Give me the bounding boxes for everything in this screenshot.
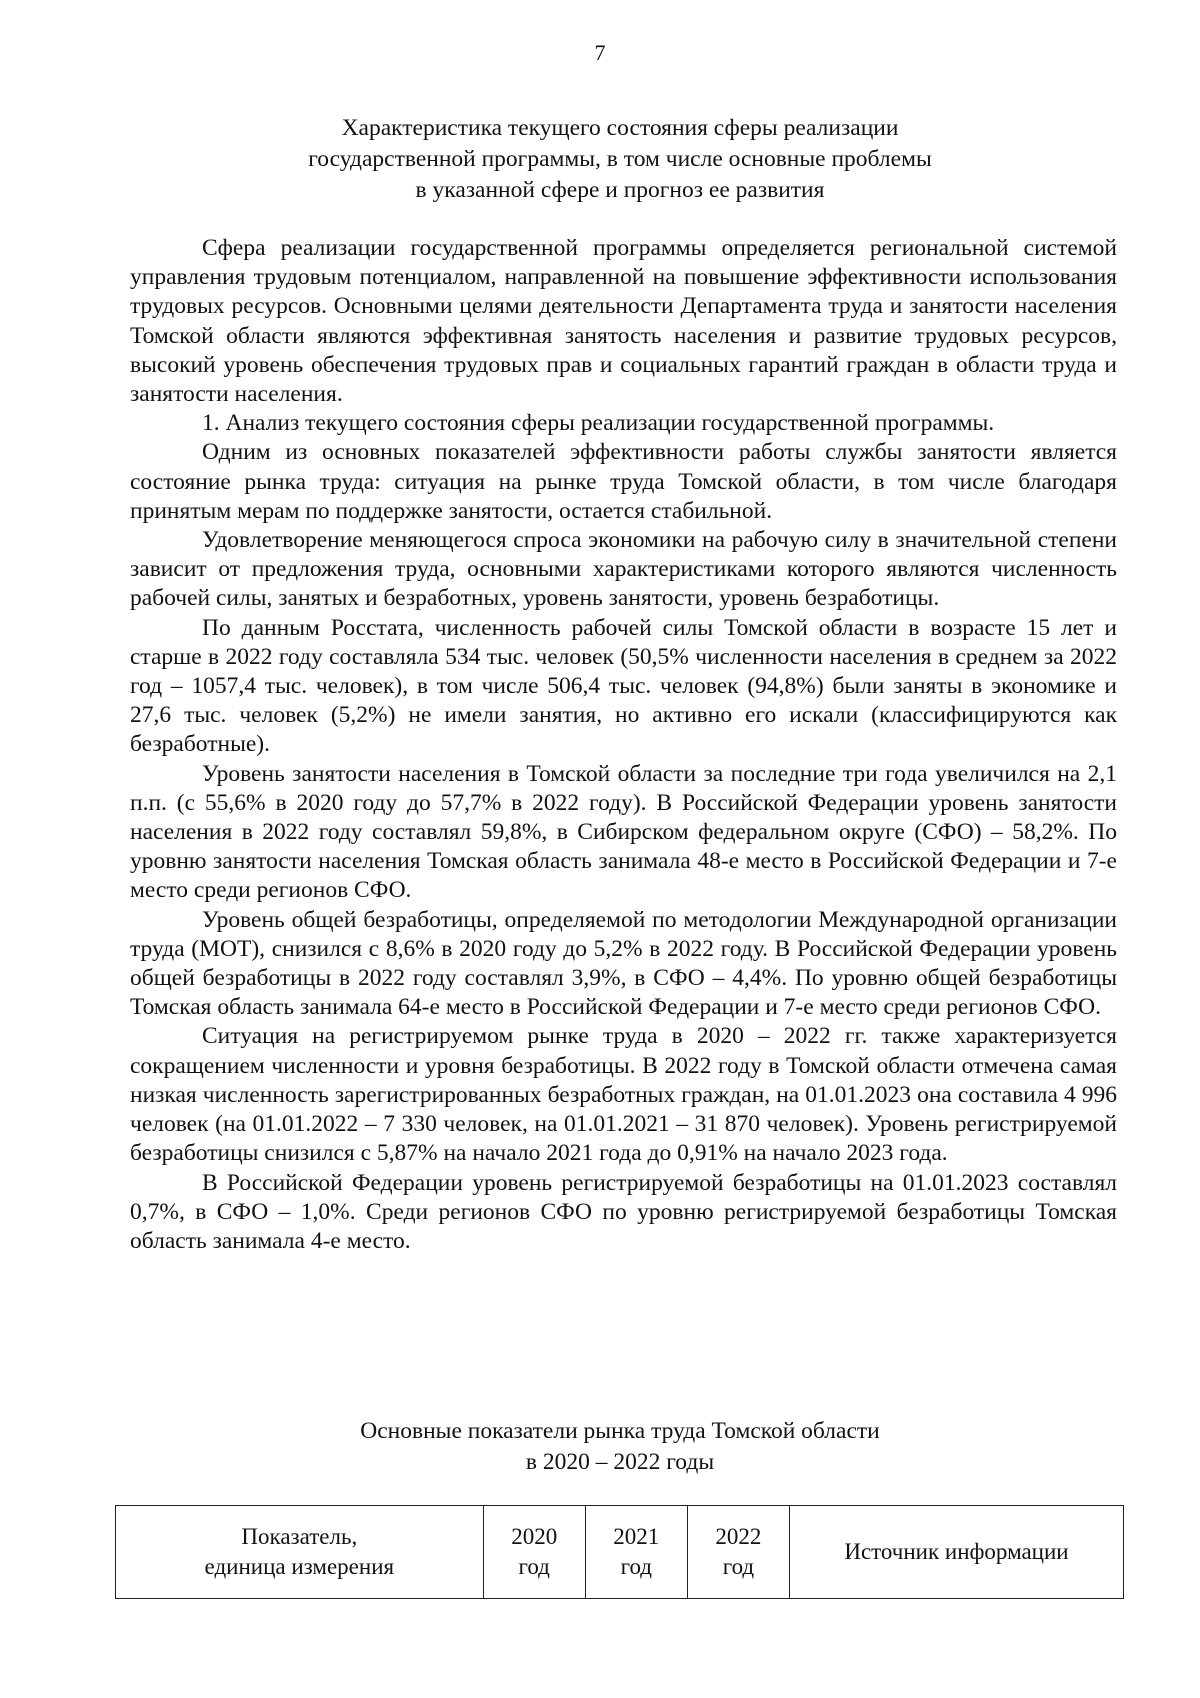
table-header-row [116,1506,1124,1599]
header-year-value: 2021 [613,1524,660,1549]
header-indicator [116,1506,484,1599]
header-year-2020 [483,1506,585,1599]
header-year-value: 2022 [715,1524,762,1549]
paragraph: Сфера реализации государственной программы определяется региональной системой управления трудовым потенциалом, направленной на повышение эффективности использования трудовых ресурсов. Основными целями деятельности Департамента труда и занятости населения Томской области являются эффективная занятость населения и развитие трудовых ресурсов, высокий уровень обеспечения трудовых прав и социальных гарантий граждан в области труда и занятости населения. [130,235,1117,408]
header-year-2021 [585,1506,687,1599]
header-year-unit: год [620,1554,652,1579]
paragraph: Ситуация на регистрируемом рынке труда в 2020 – 2022 гг. также характеризуется сокращением численности и уровня безработицы. В 2022 году в Томской области отмечена самая низкая численность зарегистрированных безработных граждан, на 01.01.2023 она составила 4 996 человек (на 01.01.2022 – 7 330 человек, на 01.01.2021 – 31 870 человек). Уровень регистрируемой безработицы снизился с 5,87% на начало 2021 года до 0,91% на начало 2023 года. [130,1023,1117,1167]
section-heading-line: в указанной сфере и прогноз ее развития [415,177,825,203]
paragraph: 1. Анализ текущего состояния сферы реализации государственной программы. [202,410,995,437]
section-heading [230,113,1010,206]
header-year-value: 2020 [511,1524,558,1549]
header-indicator-line: единица измерения [204,1554,395,1579]
paragraph: По данным Росстата, численность рабочей силы Томской области в возрасте 15 лет и старше в 2022 году составляла 534 тыс. человек (50,5% численности населения в среднем за 2022 год – 1057,4 тыс. человек), в том числе 506,4 тыс. человек (94,8%) были заняты в экономике и 27,6 тыс. человек (5,2%) не имели занятия, но активно его искали (классифицируются как безработные). [130,614,1117,758]
section-heading-line: государственной программы, в том числе основные проблемы [308,146,932,172]
paragraph: В Российской Федерации уровень регистрируемой безработицы на 01.01.2023 составлял 0,7%, в СФО – 1,0%. Среди регионов СФО по уровню регистрируемой безработицы Томская область занимала 4-е место. [130,1169,1117,1254]
header-year-unit: год [518,1554,550,1579]
section-heading-line: Характеристика текущего состояния сферы реализации [341,115,899,141]
header-source: Источник информации [789,1506,1123,1599]
header-year-unit: год [722,1554,755,1579]
labor-market-table [115,1505,1124,1599]
header-year-2022 [687,1506,789,1599]
table-title [230,1416,1010,1478]
page-number: 7 [594,40,606,65]
paragraph: Удовлетворение меняющегося спроса экономики на рабочую силу в значительной степени зависит от предложения труда, основными характеристиками которого являются численность рабочей силы, занятых и безработных, уровень занятости, уровень безработицы. [130,527,1117,612]
paragraph: Уровень занятости населения в Томской области за последние три года увеличился на 2,1 п.п. (с 55,6% в 2020 году до 57,7% в 2022 году). В Российской Федерации уровень занятости населения в 2022 году составлял 59,8%, в Сибирском федеральном округе (СФО) – 58,2%. По уровню занятости населения Томская область занимала 48-е место в Российской Федерации и 7-е место среди регионов СФО. [130,760,1117,904]
table-title-line: Основные показатели рынка труда Томской области [360,1418,880,1444]
paragraph: Уровень общей безработицы, определяемой по методологии Международной организации труда (МОТ), снизился с 8,6% в 2020 году до 5,2% в 2022 году. В Российской Федерации уровень общей безработицы в 2022 году составлял 3,9%, в СФО – 4,4%. По уровню общей безработицы Томская область занимала 64-е место в Российской Федерации и 7-е место среди регионов СФО. [130,906,1117,1021]
header-indicator-line: Показатель, [241,1524,358,1549]
body-text [130,234,1117,1256]
paragraph: Одним из основных показателей эффективности работы службы занятости является состояние рынка труда: ситуация на рынке труда Томской области, в том числе благодаря принятым мерам по поддержке занятости, остается стабильной. [130,439,1117,524]
table-title-line: в 2020 – 2022 годы [525,1449,715,1475]
